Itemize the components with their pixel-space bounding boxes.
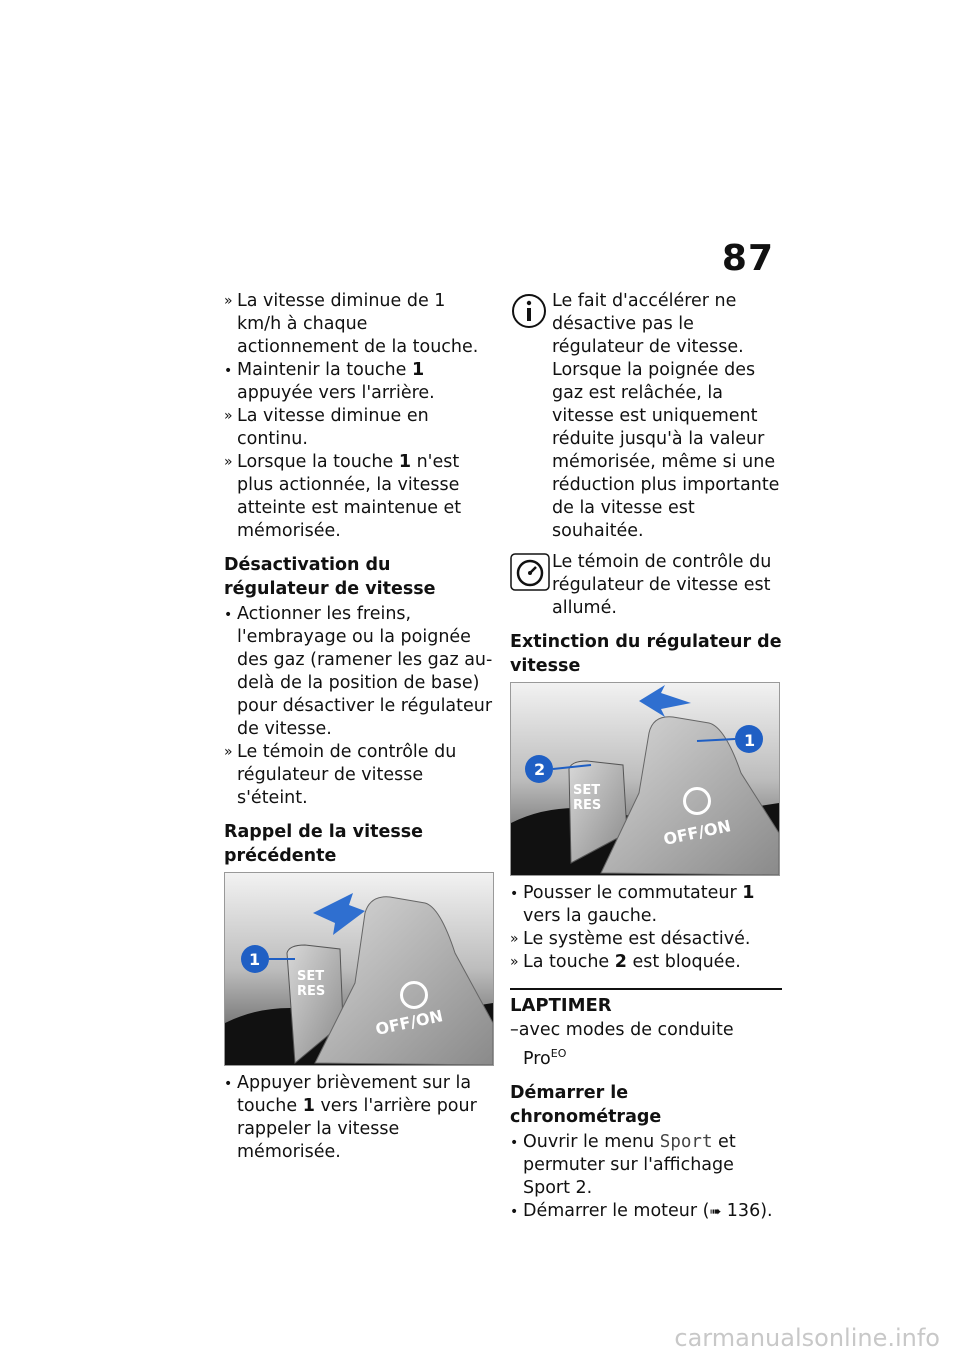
option-superscript: EO bbox=[550, 1047, 567, 1060]
set-label: SET bbox=[573, 783, 601, 798]
res-label: RES bbox=[573, 798, 602, 813]
result-marker: » bbox=[224, 744, 233, 760]
bullet-marker: • bbox=[510, 886, 519, 902]
bullet-marker: • bbox=[224, 607, 233, 623]
section-title-laptimer: LAPTIMER bbox=[510, 988, 782, 1017]
offon-label: OFF/ON bbox=[661, 816, 733, 849]
indicator-text: Le témoin de contrôle du régulateur de vitesse est allumé. bbox=[552, 552, 772, 618]
section-heading: Désactivation du régulateur de vitesse bbox=[224, 555, 436, 599]
list-item: • Appuyer brièvement sur la touche 1 vers l'arrière pour rappeler la vitesse mémorisée. bbox=[224, 1073, 477, 1162]
info-note bbox=[510, 290, 782, 543]
list-item: » Lorsque la touche 1 n'est plus actionnée, la vitesse atteinte est maintenue et mémorisée. bbox=[224, 452, 462, 541]
section-heading: Rappel de la vitesse précédente bbox=[224, 822, 424, 866]
callout-1: 1 bbox=[744, 731, 756, 750]
page-reference-arrow-icon: ➠ bbox=[709, 1204, 722, 1220]
callout-2: 2 bbox=[534, 760, 546, 779]
list-item: » La vitesse diminue de 1 km/h à chaque actionnement de la touche. bbox=[224, 291, 479, 357]
res-label: RES bbox=[297, 984, 326, 999]
result-marker: » bbox=[224, 454, 233, 470]
callout-1: 1 bbox=[249, 950, 261, 969]
page-number: 87 bbox=[721, 238, 774, 279]
option-pro: Pro$^{EO}$ bbox=[523, 1047, 567, 1069]
list-item: » La touche 2 est bloquée. bbox=[510, 952, 741, 972]
list-item: • Démarrer le moteur (➠ 136). bbox=[510, 1200, 782, 1224]
list-item: • Ouvrir le menu Sport et permuter sur l'affichage Sport 2. bbox=[510, 1132, 736, 1198]
indicator-note bbox=[510, 551, 782, 620]
watermark: carmanualsonline.info bbox=[674, 1324, 940, 1352]
option-line: –avec modes de conduite bbox=[510, 1020, 734, 1040]
list-item: » La vitesse diminue en continu. bbox=[224, 406, 429, 449]
figure-set-res-button bbox=[224, 872, 494, 1066]
set-label: SET bbox=[297, 969, 325, 984]
left-column bbox=[224, 290, 494, 1164]
offon-label: OFF/ON bbox=[373, 1006, 445, 1039]
info-icon bbox=[510, 292, 548, 330]
figure-off-on-switch bbox=[510, 682, 780, 876]
section-heading: Démarrer le chronométrage bbox=[510, 1083, 662, 1127]
list-item: » Le témoin de contrôle du régulateur de vitesse s'éteint. bbox=[224, 742, 457, 808]
result-marker: » bbox=[224, 293, 233, 309]
section-heading: Extinction du régulateur de vitesse bbox=[510, 632, 782, 676]
right-column bbox=[510, 290, 782, 1224]
speedometer-icon bbox=[400, 981, 428, 1009]
bullet-marker: • bbox=[510, 1204, 519, 1220]
menu-name-sport: Sport bbox=[659, 1132, 713, 1152]
list-item: • Maintenir la touche 1 appuyée vers l'arrière. bbox=[224, 360, 435, 403]
list-item: • Pousser le commutateur 1 vers la gauche. bbox=[510, 883, 755, 926]
result-marker: » bbox=[510, 931, 519, 947]
bullet-marker: • bbox=[224, 1076, 233, 1092]
info-text: Le fait d'accélérer ne désactive pas le régulateur de vitesse. Lorsque la poignée des gaz est relâchée, la vitesse est uniquement réduite jusqu'à la valeur mémorisée, même si une réduction plus importante de la vitesse est souhaitée. bbox=[552, 291, 780, 541]
bullet-marker: • bbox=[224, 363, 233, 379]
switch-illustration bbox=[225, 873, 493, 1065]
list-item: • Actionner les freins, l'embrayage ou la poignée des gaz (ramener les gaz au-delà de la position de base) pour désactiver le régulateur de vitesse. bbox=[224, 604, 493, 739]
speedometer-icon bbox=[683, 787, 711, 815]
list-item: » Le système est désactivé. bbox=[510, 929, 751, 949]
page-reference-link[interactable]: 136 bbox=[726, 1201, 761, 1221]
result-marker: » bbox=[224, 408, 233, 424]
bullet-marker: • bbox=[510, 1135, 519, 1151]
cruise-control-indicator-icon bbox=[510, 553, 550, 591]
result-marker: » bbox=[510, 954, 519, 970]
switch-illustration bbox=[511, 683, 779, 875]
